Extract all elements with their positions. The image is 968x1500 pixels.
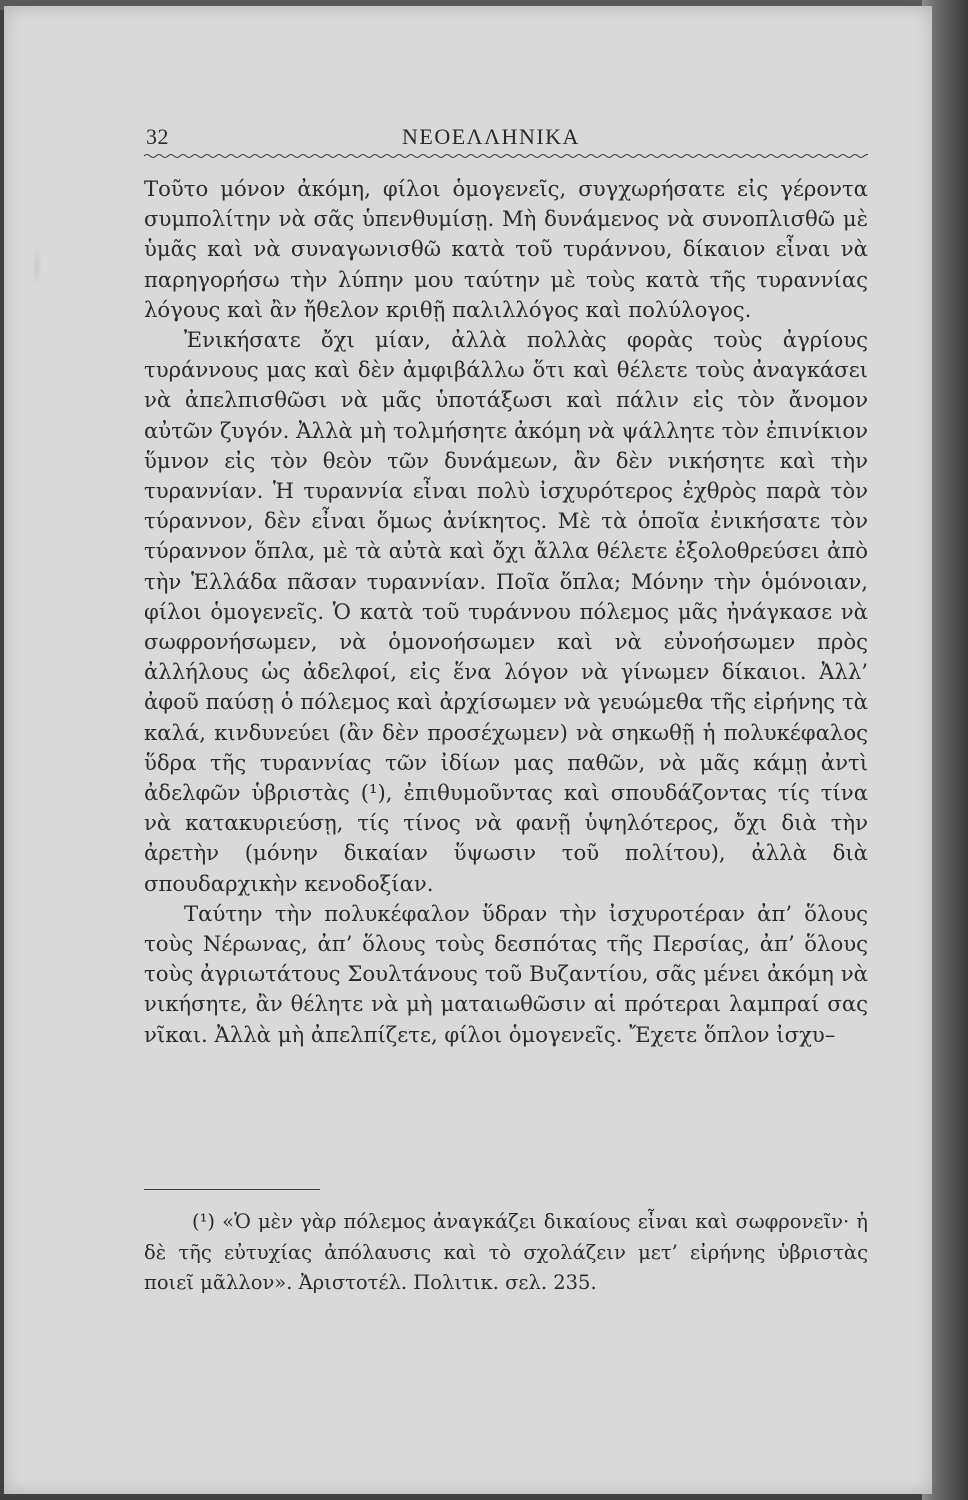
paragraph-1: Τοῦτο μόνον ἀκόμη, φίλοι ὁμογενεῖς, συγχωρήσατε εἰς γέροντα συμπολίτην νὰ σᾶς ὑπενθυμίσῃ. Μὴ δυνάμενος νὰ συνοπλισθῶ μὲ ὑμᾶς καὶ νὰ συναγωνισθῶ κατὰ τοῦ τυράννου, δίκαιον εἶναι νὰ παρηγορήσω τὴν λύπην μου ταύτην μὲ τοὺς κατὰ τῆς τυραννίας λόγους καὶ ἂν ἤθελον κριθῇ παλιλλόγος καὶ πολύλογος. — [144, 176, 868, 322]
wavy-header-rule — [144, 152, 868, 160]
page-header — [144, 124, 866, 154]
footnote-divider — [144, 1189, 320, 1190]
running-title: ΝΕΟΕΛΛΗΝΙΚΑ — [402, 124, 580, 149]
footnote: (¹) «Ὁ μὲν γὰρ πόλεμος ἀναγκάζει δικαίους εἶναι καὶ σωφρονεῖν· ἡ δὲ τῆς εὐτυχίας ἀπόλαυσις καὶ τὸ σχολάζειν μετ’ εἰρήνης ὑβριστὰς ποιεῖ μᾶλλον». Ἀριστοτέλ. Πολιτικ. σελ. 235. — [144, 1210, 868, 1294]
paragraph-2: Ἐνικήσατε ὄχι μίαν, ἀλλὰ πολλὰς φορὰς τοὺς ἀγρίους τυράννους μας καὶ δὲν ἀμφιβάλλω ὅτι καὶ θέλετε τοὺς ἀναγκάσει νὰ ἀπελπισθῶσι νὰ μᾶς ὑποτάξωσι καὶ πάλιν εἰς τὸν ἄνομον αὐτῶν ζυγόν. Ἀλλὰ μὴ τολμήσητε ἀκόμη νὰ ψάλλητε τὸν ἐπινίκιον ὕμνον εἰς τὸν θεὸν τῶν δυνάμεων, ἂν δὲν νικήσητε καὶ τὴν τυραννίαν. Ἡ τυραννία εἶναι πολὺ ἰσχυρότερος ἐχθρὸς παρὰ τὸν τύραννον, δὲν εἶναι ὅμως ἀνίκητος. Μὲ τὰ ὁποῖα ἐνικήσατε τὸν τύραννον ὅπλα, μὲ τὰ αὐτὰ καὶ ὄχι ἄλλα θέλετε ἐξολοθρεύσει ἀπὸ τὴν Ἑλλάδα πᾶσαν τυραννίαν. Ποῖα ὅπλα; Μόνην τὴν ὁμόνοιαν, φίλοι ὁμογενεῖς. Ὁ κατὰ τοῦ τυράννου πόλεμος μᾶς ἠνάγκασε νὰ σωφρονήσωμεν, νὰ ὁμονοήσωμεν καὶ νὰ εὐνοήσωμεν πρὸς ἀλλήλους ὡς ἀδελφοί, εἰς ἕνα λόγον νὰ γίνωμεν δίκαιοι. Ἀλλ’ ἀφοῦ παύσῃ ὁ πόλεμος καὶ ἀρχίσωμεν νὰ γευώμεθα τῆς εἰρήνης τὰ καλά, κινδυνεύει (ἂν δὲν προσέχωμεν) νὰ σηκωθῇ ἡ πολυκέφαλος ὕδρα τῆς τυραννίας τῶν ἰδίων μας παθῶν, νὰ μᾶς κάμῃ ἀντὶ ἀδελφῶν ὑβριστὰς (¹), ἐπιθυμοῦντας καὶ σπουδάζοντας τίς τίνα νὰ κατακυριεύσῃ, τίς τίνος νὰ φανῇ ὑψηλότερος, ὄχι διὰ τὴν ἀρετὴν (μόνην δικαίαν ὕψωσιν τοῦ πολίτου), ἀλλὰ διὰ σπουδαρχικὴν κενοδοξίαν. — [144, 327, 868, 896]
body-text — [144, 174, 868, 1050]
paper-stain — [32, 246, 42, 286]
book-page — [4, 6, 932, 1494]
paragraph-3: Ταύτην τὴν πολυκέφαλον ὕδραν τὴν ἰσχυροτέραν ἀπ’ ὅλους τοὺς Νέρωνας, ἀπ’ ὅλους τοὺς δεσπότας τῆς Περσίας, ἀπ’ ὅλους τοὺς ἀγριωτάτους Σουλτάνους τοῦ Βυζαντίου, σᾶς μένει ἀκόμη νὰ νικήσητε, ἂν θέλητε νὰ μὴ ματαιωθῶσιν αἱ πρότεραι λαμπραί σας νῖκαι. Ἀλλὰ μὴ ἀπελπίζετε, φίλοι ὁμογενεῖς. Ἔχετε ὅπλον ἰσχυ– — [144, 900, 868, 1047]
page-number: 32 — [146, 124, 169, 149]
